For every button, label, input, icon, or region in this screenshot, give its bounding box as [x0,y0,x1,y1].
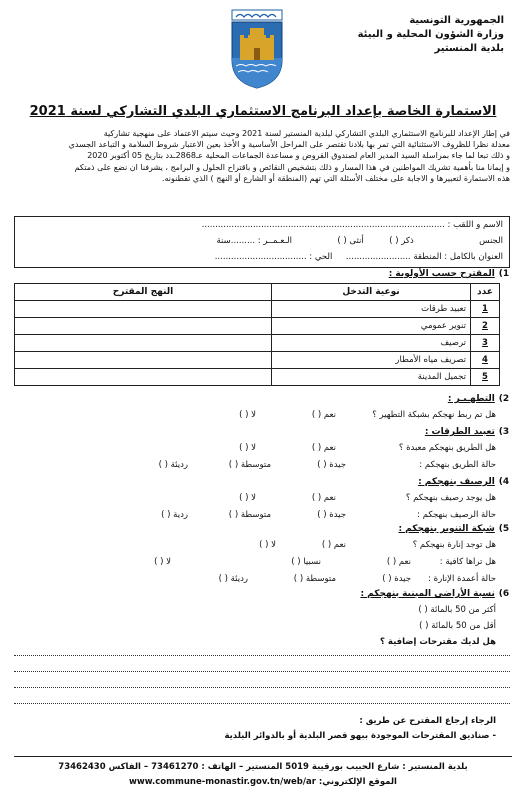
sufficient-relative-option[interactable]: نسبيا ( ) [291,557,321,567]
row-street-input[interactable] [15,301,272,318]
form-title: الاستمارة الخاصة بإعداد البرنامج الاستثماري البلدي التشاركي لسنة 2021 [29,104,497,119]
gender-female-option[interactable]: أنثى ( ) [337,236,364,246]
header-street: النهج المقترح [15,284,272,301]
row-street-input[interactable] [15,335,272,352]
table-header-row [15,284,500,301]
row-num: 5 [471,369,500,386]
bullet-dash: - [489,731,496,741]
pole-condition-question: حالة أعمدة الإنارة : [428,574,496,584]
sidewalk-no-option[interactable]: لا ( ) [239,493,256,503]
sanitation-yes-option[interactable]: نعم ( ) [311,410,336,420]
sidewalk-question: هل يوجد رصيف بنهجكم ؟ [405,493,496,503]
return-method [224,731,496,741]
header-municipality: بلدية المنستير [434,43,504,54]
row-num: 3 [471,335,500,352]
paving-no-option[interactable]: لا ( ) [239,443,256,453]
row-num: 4 [471,352,500,369]
intro-line: هذه الاستمارة لتعبيرها و الاجابة على مختلف الأسئلة التي تهم (المنطقة أو الشارع أو النهج ) الذي تقطنونه. [161,173,510,183]
row-num: 1 [471,301,500,318]
row-type: تعبيد طرقات [272,301,471,318]
section-5-heading: 5) شبكة التنوير بنهجكم : [398,524,510,534]
section-3-heading: 3) تعبيد الطرقات : [424,427,510,437]
road-bad-option[interactable]: رديئة ( ) [158,460,188,470]
row-type: تجميل المدينة [272,369,471,386]
address-field[interactable]: العنوان بالكامل : المنطقة ........................ [345,252,503,262]
sidewalk-condition-question: حالة الرصيف بنهجكم : [417,510,496,520]
gender-label: الجنس [479,236,503,246]
table-row [15,352,500,369]
lighting-yes-option[interactable]: نعم ( ) [321,540,346,550]
intro-line: و إيمانا منا بأهمية تشريك المواطنين في هذا المسار و ذلك بتشخيص النقائص و باقتراح الحلول و البرامج ، يشرفنا ان نضع على ذمتكم [74,162,510,172]
sidewalk-yes-option[interactable]: نعم ( ) [311,493,336,503]
return-method-text: صناديق المقترحات الموجودة ببهو قصر البلدية أو بالدوائر البلدية [224,731,490,741]
intro-paragraph [14,128,510,184]
paving-question: هل الطريق بنهجكم معبدة ؟ [398,443,496,453]
gender-male-option[interactable]: ذكر ( ) [389,236,414,246]
district-field[interactable]: الحي : .................................. [214,252,333,262]
section-2-heading: 2) التطهـيـر : [447,394,510,404]
road-good-option[interactable]: جيدة ( ) [317,460,346,470]
footer-address: بلدية المنستير : شارع الحبيب بورقيبة 5019 المنستير – الهاتف : 73461270 – الفاكس 73462430 [58,762,468,772]
section-6-heading: 6) نسبة الأراضي المبنية بنهجكم : [360,589,510,599]
sufficient-yes-option[interactable]: نعم ( ) [386,557,411,567]
sidewalk-good-option[interactable]: جيدة ( ) [317,510,346,520]
header-type: نوعية التدخل [272,284,471,301]
paving-yes-option[interactable]: نعم ( ) [311,443,336,453]
answer-line[interactable] [14,655,510,656]
gender-row [21,236,503,246]
age-field[interactable]: الـعـمــر : .........سنة [216,236,292,246]
section-1-heading: 1) المقترح حسب الأولوية : [388,269,510,279]
row-street-input[interactable] [15,318,272,335]
sanitation-question: هل تم ربط نهجكم بشبكة التطهير ؟ [372,410,496,420]
row-type: تنوير عمومي [272,318,471,335]
header-ministry: وزارة الشؤون المحلية و البيئة [357,29,504,40]
intro-line: معدلة نظرا للظروف الاستثنائية التي تمر بها بلادنا تقتصر على المراحل الأساسية و الأخذ بعين الاعتبار شروط السلامة و التباعد الجسدي [68,140,510,150]
lighting-question: هل توجد إنارة بنهجكم ؟ [412,540,496,550]
answer-line[interactable] [14,671,510,672]
footer-website[interactable]: الموقع الإلكتروني: www.commune-monastir.gov.tn/web/ar [129,777,397,787]
intro-line: في إطار الإعداد للبرنامج الاستثماري البلدي التشاركي لبلدية المنستير لسنة 2021 وحيث سيتم الاعتماد على منهجية تشاركية [103,129,510,138]
table-row [15,318,500,335]
priority-table [14,283,500,386]
sidewalk-bad-option[interactable]: ردية ( ) [161,510,188,520]
section-4-heading: 4) الرصيف بنهجكم : [418,477,510,487]
address-row [21,252,503,262]
header-num: عدد [471,284,500,301]
sidewalk-medium-option[interactable]: متوسطة ( ) [228,510,271,520]
lighting-no-option[interactable]: لا ( ) [259,540,276,550]
sanitation-no-option[interactable]: لا ( ) [239,410,256,420]
lighting-sufficient-question: هل تراها كافية : [439,557,496,567]
header-republic: الجمهورية التونسية [409,15,504,26]
identity-box [14,216,510,268]
built-over-50-option[interactable]: أكثر من 50 بالمائة ( ) [418,605,496,615]
pole-good-option[interactable]: جيدة ( ) [382,574,411,584]
pole-bad-option[interactable]: رديئة ( ) [218,574,248,584]
row-street-input[interactable] [15,352,272,369]
road-condition-question: حالة الطريق بنهجكم : [419,460,496,470]
row-type: ترصيف [272,335,471,352]
sufficient-no-option[interactable]: لا ( ) [154,557,171,567]
row-street-input[interactable] [15,369,272,386]
footer-divider [14,756,512,757]
answer-line[interactable] [14,703,510,704]
name-field[interactable]: الاسم و اللقب : .......................................................................................... [201,220,503,230]
table-row [15,301,500,318]
intro-line: و ذلك تبعا لما جاء بمراسلة السيد المدير العام لصندوق القروض و مساعدة الجماعات المحلية عـ2868ـدد بتاريخ 05 أكتوبر 2020 [87,151,510,161]
municipality-logo [228,8,286,90]
row-type: تصريف مياه الأمطار [272,352,471,369]
built-under-50-option[interactable]: أقل من 50 بالمائة ( ) [419,621,496,631]
header-block [358,14,504,56]
answer-line[interactable] [14,687,510,688]
row-num: 2 [471,318,500,335]
extra-suggestions-question: هل لديك مقترحات إضافية ؟ [380,637,496,647]
pole-medium-option[interactable]: متوسطة ( ) [293,574,336,584]
return-instructions: الرجاء إرجاع المقترح عن طريق : [359,716,496,726]
table-row [15,369,500,386]
road-medium-option[interactable]: متوسطة ( ) [228,460,271,470]
table-row [15,335,500,352]
